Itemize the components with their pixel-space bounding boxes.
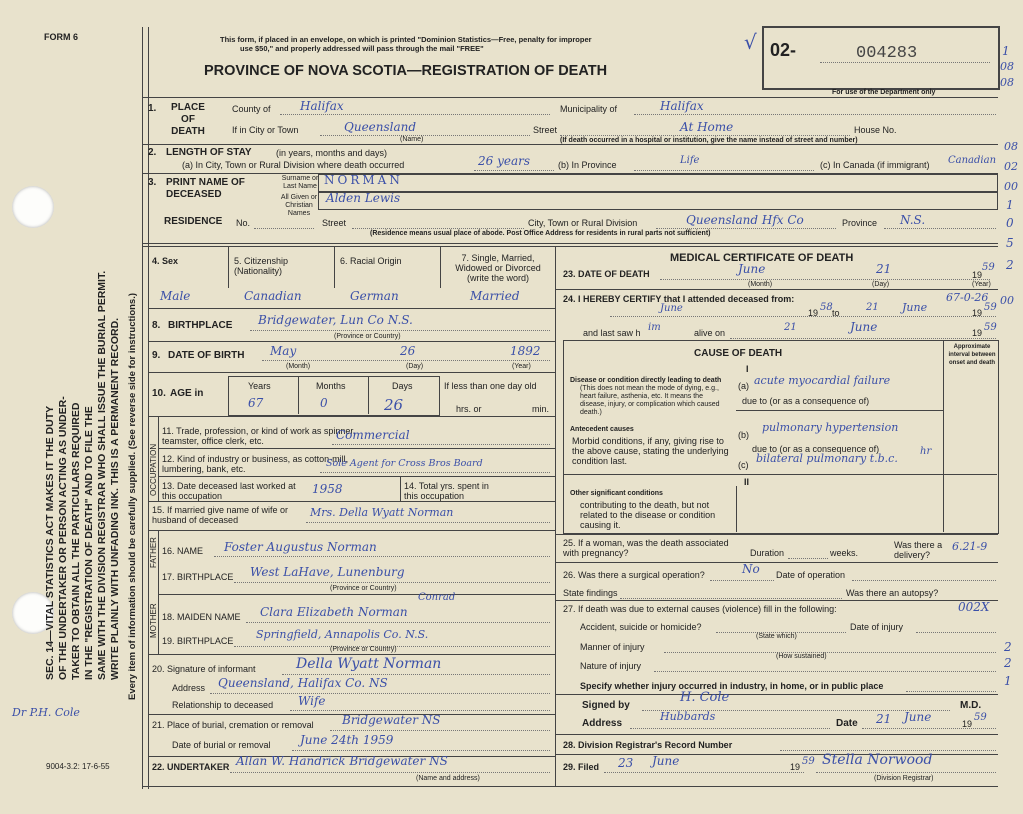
cause-b-value: pulmonary hypertension — [762, 421, 899, 434]
maiden-insert: Conrad — [418, 592, 456, 603]
city-value: Queensland — [344, 120, 417, 134]
undertaker-value: Allan W. Handrick Bridgewater NS — [236, 754, 448, 768]
form-number: FORM 6 — [44, 32, 79, 42]
birth-year-value: 1892 — [510, 344, 541, 358]
filed-month: June — [652, 754, 680, 768]
street-value: At Home — [680, 120, 734, 134]
residence-province-value: N.S. — [900, 213, 926, 227]
father-name-value: Foster Augustus Norman — [224, 540, 377, 554]
mother-maiden-value: Clara Elizabeth Norman — [260, 605, 408, 619]
stay-province-value: Life — [680, 155, 700, 166]
mail-note: This form, if placed in an envelope, on which is printed "Dominion Statistics—Free, penalty for improper use $50," and properly addressed will pass through the mail "FREE" — [220, 35, 592, 53]
mother-birthplace-value: Springfield, Annapolis Co. N.S. — [256, 628, 429, 641]
burial-date-value: June 24th 1959 — [300, 733, 394, 747]
reg-number: 004283 — [856, 44, 918, 63]
hospital-note: (If death occurred in a hospital or institution, give the name instead of street and number) — [560, 137, 858, 144]
municipality-value: Halifax — [660, 99, 704, 113]
father-birthplace-value: West LaHave, Lunenburg — [250, 565, 405, 579]
death-year-value: 59 — [982, 262, 995, 273]
surgery-value: No — [742, 562, 760, 576]
print-code: 9004-3.2: 17-6-55 — [46, 762, 110, 771]
registrar-signature: Stella Norwood — [822, 752, 933, 768]
checkmark: √ — [744, 30, 757, 54]
length-of-stay-label: LENGTH OF STAY — [166, 147, 252, 158]
occupation-side-label: OCCUPATION — [149, 443, 158, 496]
birth-month-value: May — [270, 344, 297, 358]
reg-prefix: 02- — [770, 40, 797, 60]
sex-value: Male — [160, 289, 191, 303]
industry-value: Sole Agent for Cross Bros Board — [326, 458, 483, 469]
birthplace-value: Bridgewater, Lun Co N.S. — [258, 313, 413, 327]
informant-signature: Della Wyatt Norman — [296, 656, 442, 672]
mother-side-label: MOTHER — [149, 603, 158, 638]
print-name-label: PRINT NAME OF DECEASED — [166, 177, 245, 200]
surname-box — [318, 174, 998, 192]
last-worked-value: 1958 — [312, 482, 343, 496]
statute-text: SEC. 14—VITAL STATISTICS ACT MAKES IT THE DUTY OF THE UNDERTAKER OR PERSON ACTING AS UNDER- TAKER TO OBTAIN ALL THE PARTICULARS REQUIRED IN THE "REGISTRATION OF DEATH" AND TO FILE THE SAME WITH THE DIVISION REGISTRAR WHO SHALL ISSUE THE BURIAL PERMIT. WRITE PLAINLY WITH UNFADING INK. THIS IS A PERMANENT RECORD. — [44, 270, 121, 680]
marital-value: Married — [470, 289, 520, 303]
residence-city-value: Queensland Hfx Co — [686, 213, 804, 227]
stay-canada-value: Canadian — [948, 155, 997, 166]
residence-note: (Residence means usual place of abode. Post Office Address for residents in rural parts not sufficient) — [370, 230, 711, 237]
trade-value: Commercial — [336, 428, 410, 442]
medical-certificate-title: MEDICAL CERTIFICATE OF DEATH — [670, 252, 854, 264]
spouse-value: Mrs. Della Wyatt Norman — [310, 506, 454, 519]
surname-value: NORMAN — [324, 173, 403, 187]
cause-a-value: acute myocardial failure — [754, 374, 891, 387]
relationship-value: Wife — [298, 694, 326, 708]
physician-signature: H. Cole — [680, 690, 730, 705]
burial-place-value: Bridgewater NS — [342, 713, 441, 727]
county-value: Halifax — [300, 99, 344, 113]
attended-from-value: June — [660, 303, 683, 314]
age-days-value: 26 — [384, 396, 404, 414]
age-years-value: 67 — [248, 396, 264, 410]
stay-city-value: 26 years — [478, 154, 531, 168]
physician-address: Hubbards — [660, 710, 716, 723]
place-of-death-label: PLACE OF DEATH — [171, 102, 205, 137]
dept-note: For use of the Department only — [832, 89, 936, 96]
birth-day-value: 26 — [400, 344, 416, 358]
death-month-value: June — [738, 262, 766, 276]
age-months-value: 0 — [320, 396, 328, 410]
given-names-value: Alden Lewis — [326, 191, 401, 205]
punch-hole-top — [12, 186, 54, 228]
form-title: PROVINCE OF NOVA SCOTIA—REGISTRATION OF DEATH — [204, 63, 608, 79]
death-day-value: 21 — [876, 262, 892, 276]
father-side-label: FATHER — [149, 537, 158, 568]
citizenship-value: Canadian — [244, 289, 302, 303]
given-names-box — [318, 192, 998, 210]
filed-day: 23 — [618, 756, 634, 770]
racial-value: German — [350, 289, 399, 303]
side-handwritten-note: Dr P.H. Cole — [12, 706, 80, 719]
cause-c-value: bilateral pulmonary t.b.c. — [756, 452, 898, 465]
informant-address: Queensland, Halifax Co. NS — [218, 676, 388, 690]
attended-range-note: 67-0-26 — [946, 291, 989, 304]
residence-label: RESIDENCE — [164, 216, 223, 227]
supply-note: Every item of information should be carefully supplied. (See reverse side for instructions.) — [127, 292, 138, 700]
